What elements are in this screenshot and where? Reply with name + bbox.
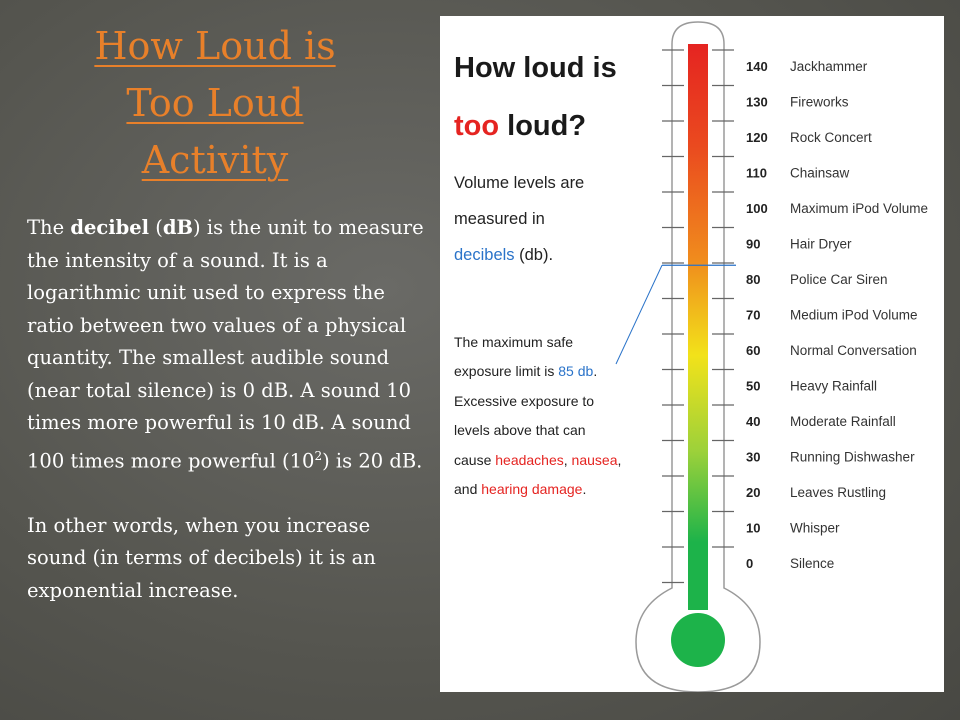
para1-text-d: ) is 20 dB. [322,449,423,472]
title-line-1[interactable]: How Loud is [94,24,336,68]
level-example-label: Leaves Rustling [790,485,887,500]
level-example-label: Maximum iPod Volume [790,201,929,216]
subtitle-line2: measured in [454,210,545,228]
thermometer-column [688,44,708,610]
thermometer-graphic [440,16,944,692]
note-line3: Excessive exposure to [454,393,595,409]
level-db-value: 10 [746,520,761,536]
level-db-value: 20 [746,485,761,500]
thermometer-bulb [671,613,725,667]
note-and: and [454,481,482,497]
title-line-3[interactable]: Activity [141,138,289,182]
note-line1: The maximum safe [454,334,574,350]
level-db-value: 70 [746,307,761,323]
level-db-value: 120 [746,130,768,145]
para1-bold-decibel: decibel [70,216,150,239]
level-example-label: Running Dishwasher [790,449,915,465]
slide-title[interactable] [20,18,410,189]
level-example-label: Medium iPod Volume [790,307,918,323]
level-example-label: Normal Conversation [790,343,917,358]
heading-too: too [454,110,500,142]
note-nausea: nausea [571,452,618,468]
note-comma: , [563,452,572,468]
para1-bold-db: dB [162,216,194,239]
safe-limit-pointer [616,265,662,364]
slide-body [27,212,427,607]
level-db-value: 130 [746,94,768,110]
loudness-infographic [440,16,944,692]
level-db-value: 80 [746,272,761,287]
level-example-label: Silence [790,556,835,571]
subtitle-db: (db). [514,246,554,264]
level-db-value: 90 [746,236,761,252]
level-example-label: Hair Dryer [790,236,852,252]
note-cause: cause [454,452,496,468]
level-db-value: 110 [746,165,767,181]
level-example-label: Heavy Rainfall [790,378,878,394]
level-example-label: Whisper [790,520,840,536]
slide-text-area [0,0,440,720]
level-example-label: Police Car Siren [790,272,888,287]
level-example-label: Rock Concert [790,130,872,145]
note-limit-period: . [593,363,598,379]
note-hearing-damage: hearing damage [481,481,583,497]
level-db-value: 100 [746,201,768,216]
paragraph-decibel-definition [27,212,427,478]
note-line4: levels above that can [454,422,586,438]
level-example-label: Fireworks [790,94,849,110]
para1-text-c: ) is the unit to measure the intensity of a sound. It is a logarithmic unit used to express the ratio between two values of a physical quantity. The smallest audible sound (near total silence) is 0 dB. A sound 10 times more powerful is 10 dB. A sound 100 times more powerful (10 [27,216,424,472]
level-example-label: Jackhammer [790,59,868,74]
level-db-value: 50 [746,378,761,394]
paragraph-exponential: In other words, when you increase sound (in terms of decibels) it is an exponential increase. [27,513,376,602]
level-db-value: 30 [746,449,761,465]
subtitle-decibels: decibels [454,246,515,264]
note-period: . [582,481,587,497]
note-limit-text: exposure limit is [454,363,559,379]
level-example-label: Chainsaw [790,165,850,181]
note-headaches: headaches [495,452,564,468]
title-line-2[interactable]: Too Loud [126,81,304,125]
level-db-value: 60 [746,343,761,358]
infographic-heading-line1: How loud is [454,52,617,84]
heading-loud: loud? [499,110,587,142]
level-labels [746,59,928,571]
subtitle-line1: Volume levels are [454,174,585,192]
level-db-value: 140 [746,59,768,74]
level-db-value: 40 [746,414,761,429]
level-example-label: Moderate Rainfall [790,414,896,429]
note-limit-value: 85 db [558,363,594,379]
para1-text-b: ( [149,216,163,239]
para1-text-a: The [27,216,71,239]
para1-superscript: 2 [314,448,323,463]
level-db-value: 0 [746,556,754,571]
note-comma-2: , [617,452,622,468]
